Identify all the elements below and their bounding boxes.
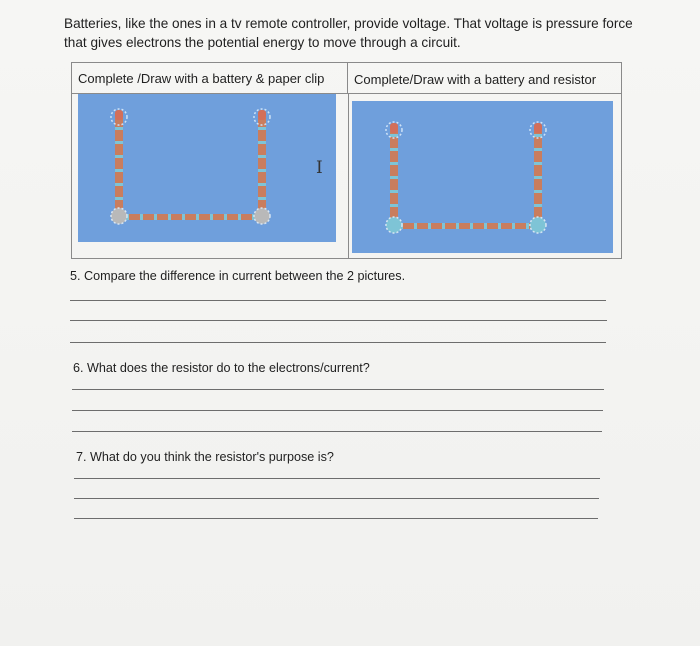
wire-u-shape-2 — [352, 101, 613, 253]
question-6: 6. What does the resistor do to the electrons/current? — [73, 361, 370, 375]
answer-line-6b[interactable] — [72, 410, 603, 411]
answer-line-7b[interactable] — [74, 498, 599, 499]
wire-right-segment-2[interactable] — [530, 122, 546, 223]
text-cursor-icon: I — [316, 158, 323, 178]
answer-line-6c[interactable] — [72, 431, 602, 432]
column-header-resistor: Complete/Draw with a battery and resistor — [348, 63, 621, 94]
question-5: 5. Compare the difference in current between the 2 pictures. — [70, 269, 406, 283]
answer-line-5a[interactable] — [70, 300, 606, 301]
answer-line-6a[interactable] — [72, 389, 604, 390]
wire-u-shape-1 — [78, 94, 336, 242]
intro-line-1: Batteries, like the ones in a tv remote controller, provide voltage. That voltage is pressure force — [64, 16, 633, 31]
circuit-table — [71, 62, 622, 259]
answer-line-5c[interactable] — [70, 342, 606, 343]
wire-bottom-segment[interactable] — [111, 208, 270, 224]
question-7: 7. What do you think the resistor's purpose is? — [76, 450, 334, 464]
answer-line-7c[interactable] — [74, 518, 598, 519]
answer-line-7a[interactable] — [74, 478, 600, 479]
answer-line-5b[interactable] — [70, 320, 607, 321]
wire-bottom-segment-2[interactable] — [386, 217, 546, 233]
column-header-paper-clip: Complete /Draw with a battery & paper clip — [72, 63, 348, 94]
intro-paragraph — [64, 14, 634, 52]
column-divider — [348, 94, 349, 258]
intro-line-2: that gives electrons the potential energy to move through a circuit. — [64, 35, 461, 50]
drawing-panel-paper-clip[interactable] — [78, 94, 336, 242]
wire-right-segment[interactable] — [254, 109, 270, 214]
wire-left-segment[interactable] — [111, 109, 127, 214]
drawing-panel-resistor[interactable] — [352, 101, 613, 253]
wire-left-segment-2[interactable] — [386, 122, 402, 223]
